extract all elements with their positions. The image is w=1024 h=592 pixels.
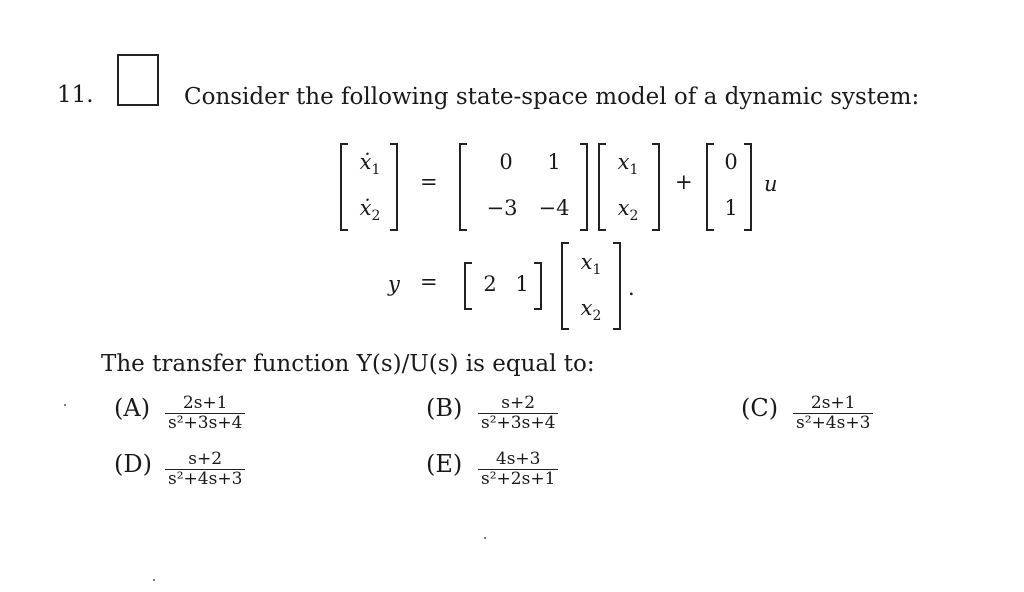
A-left-bracket bbox=[459, 143, 467, 231]
scan-speck bbox=[484, 537, 486, 539]
choice-e-fraction bbox=[478, 450, 558, 489]
choice-b-numerator: s+2 bbox=[478, 394, 558, 414]
B-left-bracket bbox=[706, 143, 714, 231]
output-equals: = bbox=[420, 270, 438, 294]
answer-checkbox[interactable] bbox=[117, 54, 159, 106]
state-equals: = bbox=[420, 170, 438, 194]
C-left-bracket bbox=[464, 262, 472, 310]
choice-d-denominator: s²+4s+3 bbox=[168, 469, 243, 489]
A-right-bracket bbox=[580, 143, 588, 231]
choice-b-denominator: s²+3s+4 bbox=[481, 413, 556, 433]
lhs-x1dot: ẋ$_1$ bbox=[359, 150, 381, 179]
choice-c-denominator: s²+4s+3 bbox=[796, 413, 871, 433]
A-12: 1 bbox=[547, 150, 561, 174]
question-number: 11. bbox=[57, 82, 94, 108]
output-y: y bbox=[388, 272, 400, 296]
choice-c-fraction bbox=[793, 394, 873, 433]
xo-left-bracket bbox=[561, 242, 569, 330]
choice-a-label: (A) bbox=[114, 394, 151, 422]
A-22: −4 bbox=[538, 196, 570, 220]
C-1: 2 bbox=[483, 272, 497, 296]
x2: $x_2$ bbox=[617, 196, 639, 225]
choice-d-label: (D) bbox=[114, 450, 152, 478]
choice-b-label: (B) bbox=[426, 394, 463, 422]
choice-c-numerator: 2s+1 bbox=[793, 394, 873, 414]
choice-d-fraction bbox=[165, 450, 245, 489]
x-left-bracket bbox=[598, 143, 606, 231]
output-period: . bbox=[628, 276, 635, 300]
lhs-left-bracket bbox=[340, 143, 348, 231]
B-2: 1 bbox=[724, 196, 738, 220]
B-right-bracket bbox=[744, 143, 752, 231]
choice-e-denominator: s²+2s+1 bbox=[481, 469, 556, 489]
choice-a-fraction bbox=[165, 394, 245, 433]
xo-right-bracket bbox=[613, 242, 621, 330]
choice-c-label: (C) bbox=[741, 394, 779, 422]
plus-sign: + bbox=[675, 170, 693, 194]
lhs-x2dot: ẋ$_2$ bbox=[359, 196, 381, 225]
A-21: −3 bbox=[486, 196, 518, 220]
A-11: 0 bbox=[499, 150, 513, 174]
choice-a-numerator: 2s+1 bbox=[165, 394, 245, 414]
question-intro: Consider the following state-space model of a dynamic system: bbox=[184, 84, 920, 110]
x-right-bracket bbox=[652, 143, 660, 231]
C-right-bracket bbox=[534, 262, 542, 310]
x1: $x_1$ bbox=[617, 150, 639, 179]
choice-a-denominator: s²+3s+4 bbox=[168, 413, 243, 433]
scan-speck bbox=[64, 404, 66, 406]
choice-d-numerator: s+2 bbox=[165, 450, 245, 470]
choice-e-numerator: 4s+3 bbox=[478, 450, 558, 470]
C-2: 1 bbox=[515, 272, 529, 296]
xo2: $x_2$ bbox=[580, 296, 602, 325]
B-1: 0 bbox=[724, 150, 738, 174]
scan-speck bbox=[153, 579, 155, 581]
lhs-right-bracket bbox=[390, 143, 398, 231]
choice-e-label: (E) bbox=[426, 450, 463, 478]
input-u: u bbox=[764, 172, 778, 196]
choice-b-fraction bbox=[478, 394, 558, 433]
transfer-prompt: The transfer function Y(s)/U(s) is equal to: bbox=[101, 351, 595, 377]
xo1: $x_1$ bbox=[580, 250, 602, 279]
